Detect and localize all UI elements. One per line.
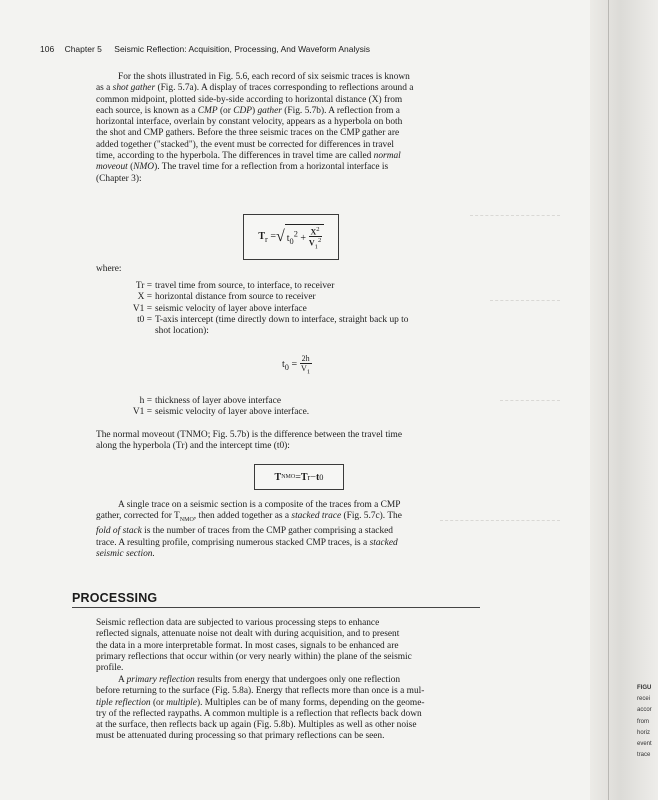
text-line: at the surface, then reflects back up again (Fig. 5.8b). Multiples as well as other noise	[96, 720, 417, 731]
running-header	[40, 44, 500, 54]
text-line: moveout (NMO). The travel time for a reflection from a horizontal interface is	[96, 162, 389, 173]
definition-row: shot location):	[155, 326, 209, 337]
text-line: along the hyperbola (Tr) and the intercept time (t0):	[96, 441, 290, 452]
text-line: common midpoint, plotted side-by-side according to horizontal distance (X) from	[96, 94, 403, 105]
stack-paragraph	[96, 500, 488, 560]
show-through	[490, 300, 560, 301]
text-line: must be attenuated during processing so that primary reflections can be seen.	[96, 731, 385, 742]
equation-nmo: T NMO = T r − t 0	[254, 464, 344, 490]
text-line: profile.	[96, 663, 124, 674]
sqrt-sign: √	[275, 228, 285, 245]
definition-row: V1 = seismic velocity of layer above interface.	[132, 407, 310, 418]
gutter-divider	[608, 0, 609, 800]
text-line: Seismic reflection data are subjected to various processing steps to enhance	[96, 618, 380, 628]
equation-travel-time	[243, 214, 339, 260]
text-line: A primary reflection results from energy that undergoes only one reflection	[118, 675, 401, 685]
page-number: 106	[40, 44, 55, 54]
processing-paragraph-2	[96, 675, 488, 743]
equation-intercept-time: $t_0$ = $\frac{2h}{V_1}$	[282, 354, 311, 376]
intro-paragraph	[96, 72, 488, 185]
definitions-list	[96, 281, 488, 337]
text-line: trace. A resulting profile, comprising numerous stacked CMP traces, is a stacked	[96, 537, 398, 548]
where-label: where:	[96, 264, 122, 274]
show-through	[500, 400, 560, 401]
text-line: the shot and CMP gathers. Before the three seismic traces on the CMP gather are	[96, 128, 400, 139]
definition-row: t0 = T-axis intercept (time directly down to interface, straight back up to	[137, 314, 409, 325]
section-heading-processing: PROCESSING	[72, 591, 158, 605]
text-line	[96, 549, 488, 560]
text-line: primary reflections that occur within (or very nearly within) the plane of the seismic	[96, 651, 412, 662]
term-stacked-trace: stacked trace	[291, 511, 342, 522]
term-multiple: tiple reflection	[96, 697, 151, 708]
nmo-paragraph	[96, 430, 488, 453]
text-line: time, according to the hyperbola. The differences in travel time are called normal	[96, 151, 401, 162]
definition-row: X = horizontal distance from source to receiver	[137, 292, 316, 303]
term-primary-reflection: primary reflection	[126, 675, 195, 685]
term-stacked-section: seismic section.	[96, 549, 155, 560]
text-line: A single trace on a seismic section is a composite of the traces from a CMP	[118, 500, 401, 510]
radicand: $t_0^2$ + $\frac{X^2}{V_1^2}$	[285, 224, 324, 251]
definition-row: h = thickness of layer above interface	[139, 396, 281, 406]
text-line: fold of stack is the number of traces from the CMP gather comprising a stacked	[96, 526, 393, 537]
term-normal-moveout: normal	[373, 151, 401, 162]
text-line: the data in a more interpretable format. In most cases, signals to be enhanced are	[96, 640, 399, 651]
running-title: Seismic Reflection: Acquisition, Processing, And Waveform Analysis	[114, 44, 371, 54]
term-shot-gather: shot gather	[112, 83, 156, 94]
term-cmp-gather: CMP	[197, 105, 218, 116]
definitions-list-2	[96, 396, 488, 419]
text-line: as a shot gather (Fig. 5.7a). A display of traces corresponding to reflections around a	[96, 83, 414, 94]
fraction: $\frac{2h}{V_1}$	[301, 354, 311, 376]
show-through	[470, 215, 560, 216]
fraction: $\frac{X^2}{V_1^2}$	[308, 225, 322, 251]
text-line: For the shots illustrated in Fig. 5.6, each record of six seismic traces is known	[118, 72, 410, 82]
text-line: reflected signals, attenuate noise not dealt with during acquisition, and to present	[96, 629, 400, 640]
text-line: gather, corrected for $T_{NMO}$, then added together as a stacked trace (Fig. 5.7c). The	[96, 511, 402, 524]
chapter-label: Chapter 5	[64, 44, 102, 54]
text-line: horizontal interface, overlain by constant velocity, appears as a hyperbola on both	[96, 117, 403, 128]
text-line: The normal moveout (TNMO; Fig. 5.7b) is the difference between the travel time	[96, 430, 402, 440]
text-line: added together ("stacked"), the event must be corrected for differences in travel	[96, 139, 394, 150]
definition-row: V1 = seismic velocity of layer above interface	[132, 303, 307, 314]
page-gutter	[590, 0, 658, 800]
heading-rule	[72, 607, 480, 608]
term-fold-of-stack: fold of stack	[96, 526, 142, 537]
text-line: before returning to the surface (Fig. 5.8a). Energy that reflects more than once is a mul-	[96, 686, 425, 697]
definition-row: Tr = travel time from source, to interface, to receiver	[135, 281, 335, 291]
eq-lhs: $T_r$ =	[258, 230, 276, 244]
facing-page-caption: FIGU recei accor from horiz event trace	[637, 685, 652, 759]
text-line: (Chapter 3):	[96, 173, 142, 184]
text-line: try of the reflected raypaths. A common multiple is a reflection that reflects back down	[96, 708, 422, 719]
processing-paragraph-1	[96, 618, 488, 674]
text-line: tiple reflection (or multiple). Multiples can be of many forms, depending on the geome-	[96, 697, 425, 708]
text-line: each source, is known as a CMP (or CDP) gather (Fig. 5.7b). A reflection from a	[96, 105, 400, 116]
